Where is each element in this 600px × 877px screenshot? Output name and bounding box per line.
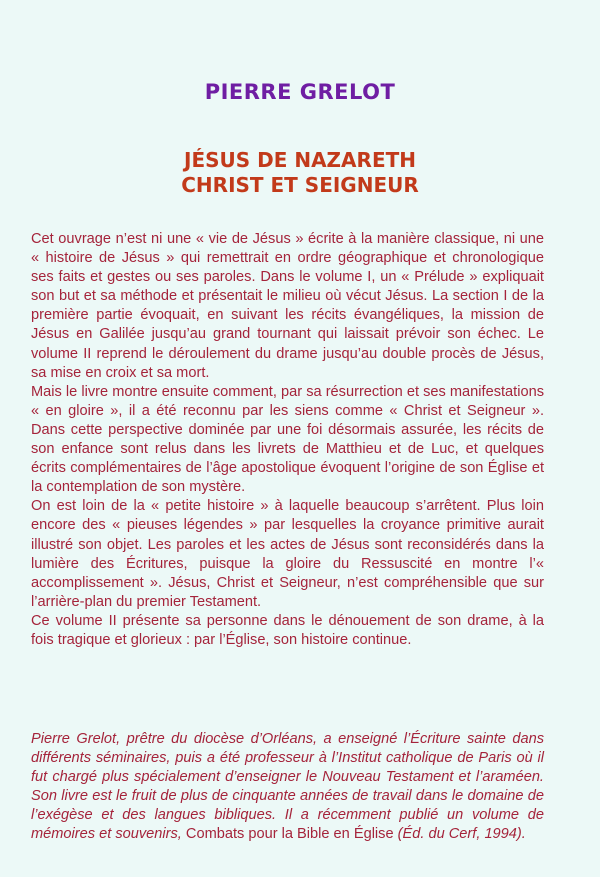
summary-paragraph: Ce volume II présente sa personne dans le dénouement de son drame, à la fois tragique et glorieux : par l’Église, son histoire continue.: [31, 612, 544, 648]
author-bio: [31, 730, 544, 845]
summary-paragraph: Mais le livre montre ensuite comment, par sa résurrection et ses manifestations « en gloire », il a été reconnu par les siens comme « Christ et Seigneur ». Dans cette perspective dominée par une foi désormais assurée, les récits de son enfance sont relus dans les livrets de Matthieu et de Luc, et quelques écrits complémentaires de l’âge apostolique évoquent l’origine de son Église et la contemplation de son mystère.: [31, 383, 544, 496]
summary-text: [31, 230, 544, 650]
author-name: PIERRE GRELOT: [204, 80, 396, 104]
summary-paragraph: Cet ouvrage n’est ni une « vie de Jésus » écrite à la manière classique, ni une « histoire de Jésus » qui remettrait en ordre géographique et chronologique ses faits et gestes ou ses paroles. Dans le volume I, un « Prélude » expliquait son but et sa méthode et présentait le milieu où vécut Jésus. La section I de la première partie évoquait, en suivant les récits évangéliques, la mission de Jésus en Galilée jusqu’au grand tournant qui laissait prévoir son échec. Le volume II reprend le déroulement du drame jusqu’au double procès de Jésus, sa mise en croix et sa mort.: [31, 231, 544, 381]
summary-paragraph: On est loin de la « petite histoire » à laquelle beaucoup s’arrêtent. Plus loin encore des « pieuses légendes » par lesquelles la croyance primitive aurait illustré son objet. Les paroles et les actes de Jésus sont reconsidérés dans la lumière des Écritures, puisque la gloire du Ressuscité en montre l’« accomplissement ». Jésus, Christ et Seigneur, n’est compréhensible que sur l’arrière-plan du premier Testament.: [31, 498, 544, 610]
bio-book-title: Combats pour la Bible en Église: [185, 826, 394, 843]
bio-italic-text: Pierre Grelot, prêtre du diocèse d’Orléans, a enseigné l’Écriture sainte dans différents séminaires, puis a été professeur à l’Institut catholique de Paris où il fut chargé plus spécialement d’enseigner le Nouveau Testament et l’araméen. Son livre est le fruit de plus de cinquante années de travail dans le domaine de l’exégèse et des langues bibliques. Il a récemment publié un volume de mémoires et souvenirs,: [31, 731, 544, 843]
title-line-2: CHRIST ET SEIGNEUR: [181, 173, 419, 197]
book-title: [0, 148, 600, 198]
title-line-1: JÉSUS DE NAZARETH: [184, 148, 416, 172]
bio-publisher: (Éd. du Cerf, 1994).: [397, 826, 526, 843]
